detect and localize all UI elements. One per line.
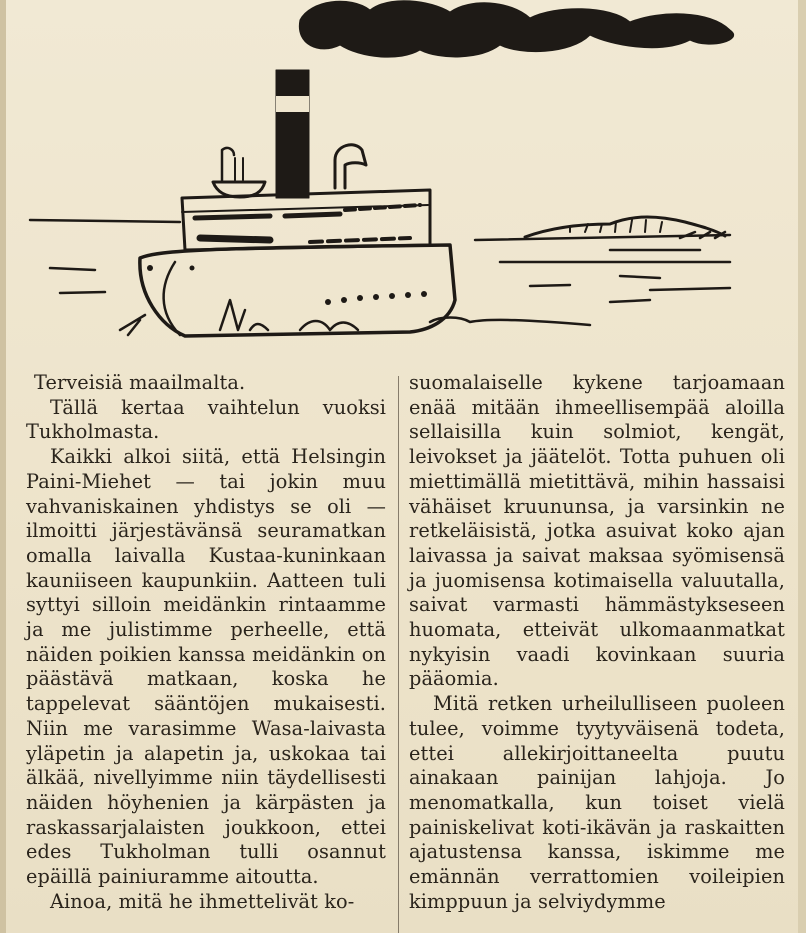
funnel — [276, 70, 309, 198]
column-divider — [398, 376, 399, 933]
water-waves — [30, 220, 730, 335]
ventilator — [335, 145, 366, 188]
paragraph: Mitä retken urheilulliseen puoleen tulee, voimme tyytyväisenä todeta, ettei allekirjoittaneelta puutu ainakaan painijan lahjoja. Jo menomatkalla, kun toiset vielä painiskelivat koti-ikävän ja raskaitten ajatustensa kanssa, iskimme me emännän verrattomien voileipien kimppuun ja selviydymme — [409, 692, 785, 913]
hull — [140, 245, 455, 336]
paragraph: suomalaiselle kykene tarjoamaan enää mitään ihmeellisempää aloilla sellaisilla kuin solmiot, kengät, leivokset ja jäätelöt. Totta puhuen oli miettimällä mietittävä, mihin hassaisi vähäiset kruununsa, ja varsinkin ne retkeläisistä, jotka asuivat koko ajan laivassa ja saivat maksaa syömisensä ja juomisensa kotimaisella valuutalla, saivat varmasti hämmästykseseen huomata, etteivät ulkomaanmatkat nykyisin vaadi kovinkaan suuria pääomia. — [409, 371, 785, 691]
paragraph: Ainoa, mitä he ihmettelivät ko- — [50, 889, 355, 913]
greeting-line: Terveisiä maailmalta. — [34, 371, 246, 394]
paragraph: Kaikki alkoi siitä, että Helsingin Paini-Miehet — tai jokin muu vahvaniskainen yhdistys se oli — ilmoitti järjestävänsä seuramatkan omalla laivalla Kustaa-kuninkaan kauniiseen kaupunkiin. Aatteen tuli syttyi silloin meidänkin rintaamme ja me julistimme perheelle, että näiden poikien kanssa meidänkin on päästävä matkaan, koska he tappelevat sääntöjen mukaisesti. Niin me varasimme Wasa-laivasta yläpetin ja alapetin ja, uskokaa tai älkää, nivellyimme niin täydellisesti näiden höyhenien ja kärpästen ja raskassarjalaisten joukkoon, ettei edes Tukholman tulli osannut epäillä painiuramme aitoutta. — [26, 445, 386, 889]
page-edge-right — [798, 0, 806, 933]
portholes — [147, 265, 427, 305]
article-left-column — [26, 371, 386, 914]
smoke-cloud — [299, 1, 733, 57]
page-edge-left — [0, 0, 6, 933]
paragraph: Tällä kertaa vaihtelun vuoksi Tukholmasta. — [26, 395, 386, 444]
article-right-column — [409, 371, 785, 914]
distant-island — [525, 217, 725, 237]
steamship-illustration — [10, 0, 790, 368]
